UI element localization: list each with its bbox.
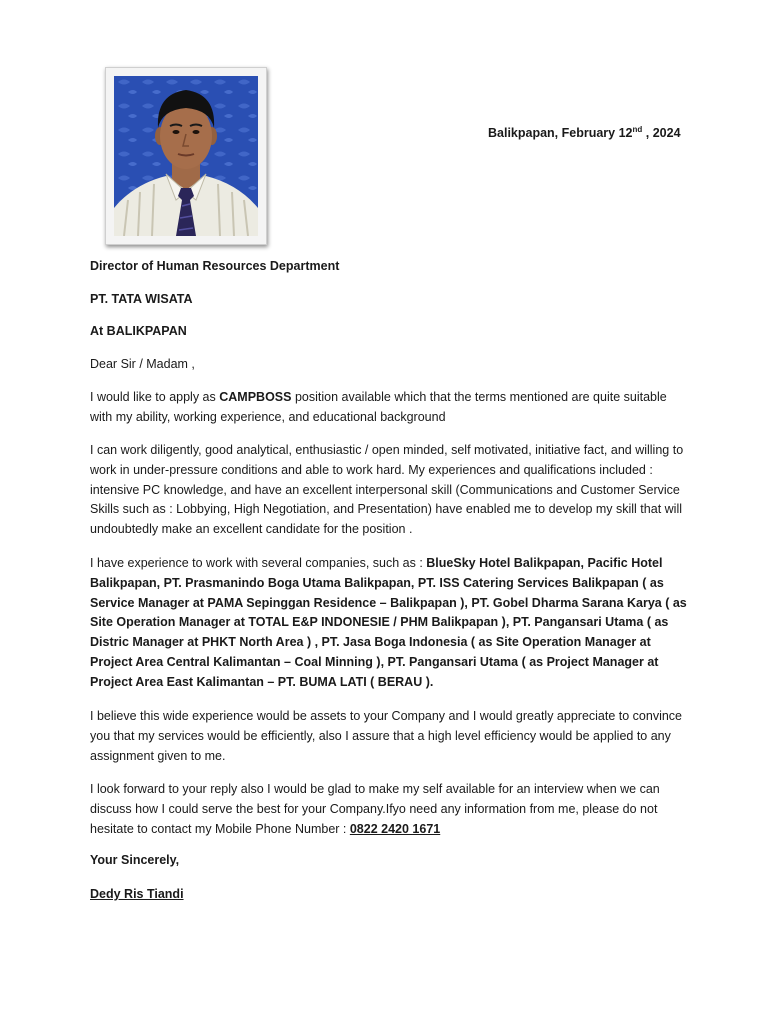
applied-position: CAMPBOSS: [219, 390, 292, 404]
letter-date: Balikpapan, February 12nd , 2024: [488, 124, 681, 140]
company-list: BlueSky Hotel Balikpapan, Pacific Hotel Balikpapan, PT. Prasmanindo Boga Utama Balikpapan, PT. ISS Catering Services Balikpapan ( as Service Manager at PAMA Sepinggan Residence – Balikpapan ), PT. Gobel Dharma Sarana Karya ( as Site Operation Manager at TOTAL E&P INDONESIE / PHM Balikpapan ), PT. Pangansari Utama ( as Distric Manager at PHKT North Area ) , PT. Jasa Boga Indonesia ( as Site Operation Manager at Project Area Central Kalimantan – Coal Minning ), PT. Pangansari Utama ( as Project Manager at Project Area East Kalimantan – PT. BUMA LATI ( BERAU ).: [90, 556, 687, 689]
salutation: Dear Sir / Madam ,: [90, 357, 195, 371]
paragraph-contact: I look forward to your reply also I would be glad to make my self available for an interview when we can discuss how I could serve the best for your Company.Ifyo need any information from me, please do not hesitate to contact my Mobile Phone Number : 0822 2420 1671: [90, 782, 660, 836]
paragraph-experience: I have experience to work with several companies, such as : BlueSky Hotel Balikpapan, Pacific Hotel Balikpapan, PT. Prasmanindo Boga Utama Balikpapan, PT. ISS Catering Services Balikpapan ( as Service Manager at PAMA Sepinggan Residence – Balikpapan ), PT. Gobel Dharma Sarana Karya ( as Site Operation Manager at TOTAL E&P INDONESIE / PHM Balikpapan ), PT. Pangansari Utama ( as Distric Manager at PHKT North Area ) , PT. Jasa Boga Indonesia ( as Site Operation Manager at Project Area Central Kalimantan – Coal Minning ), PT. Pangansari Utama ( as Project Manager at Project Area East Kalimantan – PT. BUMA LATI ( BERAU ).: [90, 556, 687, 689]
paragraph-qualifications: I can work diligently, good analytical, enthusiastic / open minded, self motivated, initiative fact, and willing to work in under-pressure conditions and able to work hard. My experiences and qualifications included : intensive PC knowledge, and have an excellent interpersonal skill (Communications and Customer Service Skills such as : Lobbying, High Negotiation, and Presentation) have enabled me to develop my skill that will undoubtedly make an excellent candidate for the position .: [90, 443, 684, 537]
paragraph-assets: I believe this wide experience would be assets to your Company and I would greatly appreciate to convince you that my services would be efficiently, also I assure that a high level efficiency would be applied to any assignment given to me.: [90, 709, 683, 763]
recipient-location: At BALIKPAPAN: [90, 324, 187, 338]
applicant-photo: [105, 67, 267, 245]
recipient-company: PT. TATA WISATA: [90, 292, 193, 306]
closing: Your Sincerely,: [90, 853, 180, 867]
phone-number: 0822 2420 1671: [349, 821, 441, 836]
signature-name: Dedy Ris Tiandi: [90, 887, 184, 901]
paragraph-application: I would like to apply as CAMPBOSS position available which that the terms mentioned are quite suitable with my ability, working experience, and educational background: [90, 390, 667, 424]
recipient-title: Director of Human Resources Department: [90, 259, 340, 273]
